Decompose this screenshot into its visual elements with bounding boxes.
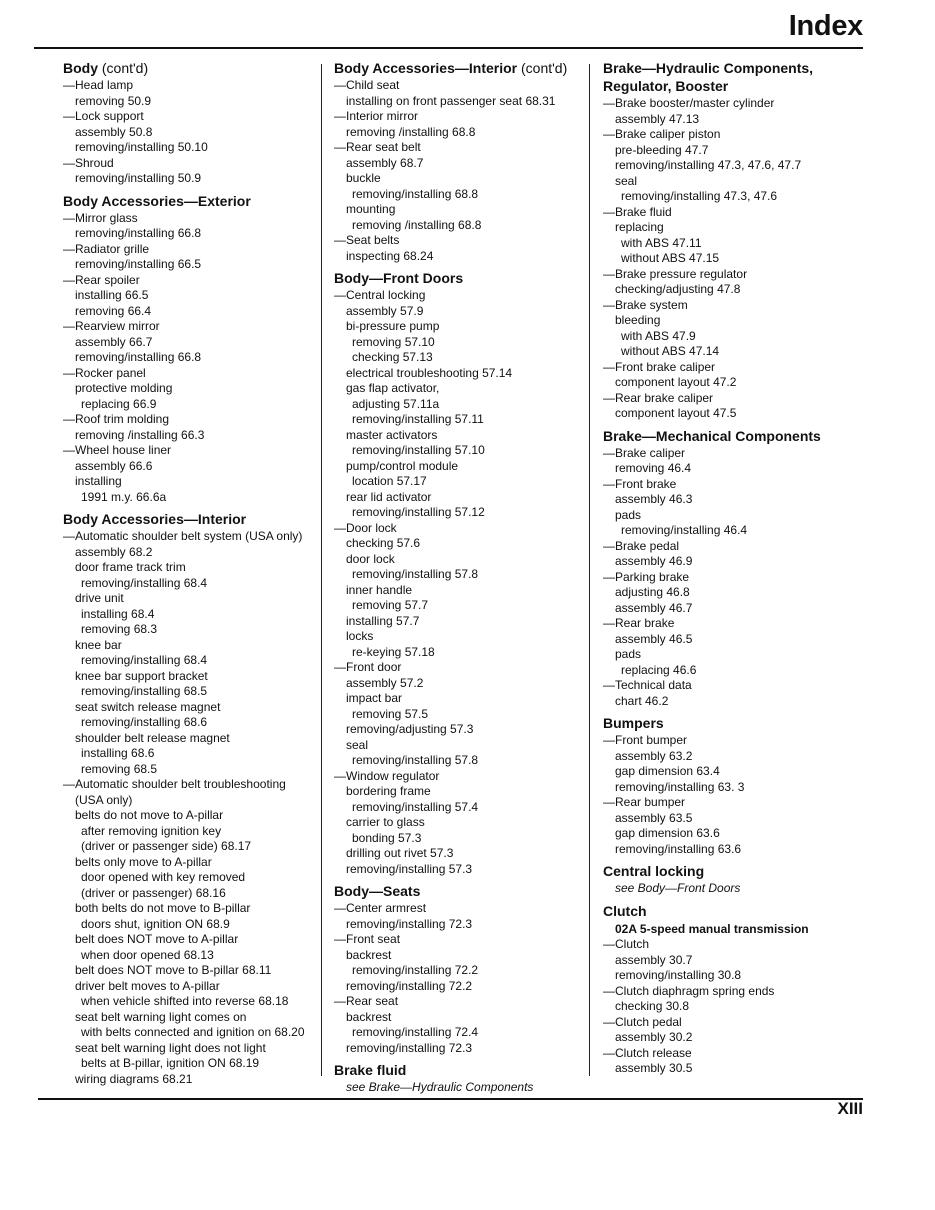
index-entry: —Window regulator <box>334 768 440 783</box>
index-entry: electrical troubleshooting 57.14 <box>346 365 513 380</box>
index-entry: —Front bumper <box>603 733 688 747</box>
index-entry: removing/installing 66.8 <box>75 350 202 364</box>
index-entry: —Rear spoiler <box>63 272 140 287</box>
index-heading <box>603 78 863 95</box>
index-entry: removing/installing 68.6 <box>81 715 208 729</box>
index-entry: without ABS 47.15 <box>621 251 720 265</box>
index-entry: —Brake caliper <box>603 445 686 460</box>
index-entry: seat switch release magnet <box>75 699 221 714</box>
index-entry: assembly 63.5 <box>615 810 693 825</box>
index-entry: assembly 68.2 <box>75 544 153 559</box>
index-heading-text: Body Accessories—Exterior <box>63 192 251 209</box>
index-subheading: 02A 5-speed manual transmission <box>615 921 809 936</box>
index-entry: —Center armrest <box>334 901 427 915</box>
index-heading <box>63 511 319 528</box>
index-entry: —Interior mirror <box>334 109 419 123</box>
index-heading-text: Clutch <box>603 902 647 919</box>
index-entry: knee bar <box>75 637 122 652</box>
index-entry: removing/installing 57.8 <box>352 753 479 767</box>
index-entry: master activators <box>346 427 438 442</box>
index-entry: inspecting 68.24 <box>346 248 434 263</box>
index-entry: —Clutch pedal <box>603 1014 682 1029</box>
index-entry: belts only move to A-pillar <box>75 854 212 869</box>
index-entry: —Clutch <box>603 937 650 951</box>
index-heading <box>603 60 863 77</box>
index-heading <box>334 60 586 77</box>
index-entry: assembly 63.2 <box>615 748 693 763</box>
index-entry: —Rearview mirror <box>63 319 160 333</box>
index-entry: seat belt warning light comes on <box>75 1009 247 1024</box>
index-entry: when door opened 68.13 <box>81 947 214 962</box>
index-entry: —Technical data <box>603 678 692 692</box>
index-entry: component layout 47.5 <box>615 406 737 420</box>
index-entry: —Head lamp <box>63 78 134 92</box>
index-heading-text: Brake—Hydraulic Components, <box>603 60 814 76</box>
index-entry: removing/installing 50.9 <box>75 171 202 185</box>
index-entry: —Clutch diaphragm spring ends <box>603 983 775 998</box>
index-entry: removing/installing 72.2 <box>352 963 479 977</box>
index-entry: removing 57.7 <box>352 598 429 612</box>
index-entry: assembly 47.13 <box>615 111 700 126</box>
index-entry: removing 66.4 <box>75 303 152 318</box>
index-entry: removing/installing 66.5 <box>75 257 202 271</box>
index-entry: assembly 30.5 <box>615 1061 693 1075</box>
index-entry: removing/installing 57.11 <box>352 412 484 426</box>
index-heading-text: Body Accessories—Interior <box>63 511 247 527</box>
index-entry: assembly 46.5 <box>615 631 693 646</box>
index-entry: —Mirror glass <box>63 210 138 225</box>
index-entry: —Rear seat belt <box>334 140 421 154</box>
index-entry: —Radiator grille <box>63 241 150 256</box>
index-entry: removing/installing 63. 3 <box>615 779 745 794</box>
index-entry: assembly 46.7 <box>615 600 693 615</box>
index-entry: —Lock support <box>63 109 144 123</box>
index-entry: checking/adjusting 47.8 <box>615 282 741 296</box>
index-entry: removing 46.4 <box>615 461 692 475</box>
index-entry: assembly 46.9 <box>615 554 693 568</box>
index-entry: door opened with key removed <box>81 870 246 884</box>
index-entry: (driver or passenger) 68.16 <box>81 885 226 900</box>
index-entry: with ABS 47.9 <box>621 328 696 343</box>
index-entry: removing/installing 47.3, 47.6 <box>621 189 778 203</box>
index-heading-text: Body—Seats <box>334 883 421 899</box>
index-entry: seal <box>346 737 369 752</box>
index-entry: —Shroud <box>63 155 114 170</box>
index-entry: removing /installing 66.3 <box>75 427 205 442</box>
index-entry: carrier to glass <box>346 815 425 829</box>
index-entry: removing 57.10 <box>352 334 435 349</box>
index-entry: removing /installing 68.8 <box>352 217 482 232</box>
cross-reference: see Body—Front Doors <box>615 881 741 895</box>
index-entry: removing/installing 72.2 <box>346 978 473 993</box>
index-heading <box>603 428 863 445</box>
index-entry: buckle <box>346 171 381 185</box>
index-entry: assembly 68.7 <box>346 155 424 170</box>
index-entry: adjusting 57.11a <box>352 396 440 411</box>
index-entry: impact bar <box>346 691 403 705</box>
index-entry: —Parking brake <box>603 569 690 584</box>
index-entry: checking 57.13 <box>352 350 433 364</box>
index-entry: —Brake fluid <box>603 204 672 219</box>
continued-label: (cont'd) <box>98 60 149 76</box>
index-entry: —Front door <box>334 660 402 674</box>
index-entry: protective molding <box>75 381 173 395</box>
index-entry: —Clutch release <box>603 1045 692 1060</box>
index-entry: —Brake system <box>603 297 688 312</box>
index-entry: drilling out rivet 57.3 <box>346 846 454 860</box>
index-entry: assembly 30.2 <box>615 1030 693 1044</box>
index-entry: installing on front passenger seat 68.31 <box>346 93 556 108</box>
index-entry: door lock <box>346 551 395 566</box>
index-entry: with belts connected and ignition on 68.20 <box>81 1025 305 1039</box>
index-entry: removing/installing 47.3, 47.6, 47.7 <box>615 158 802 172</box>
index-entry: installing 68.6 <box>81 746 155 760</box>
index-entry: component layout 47.2 <box>615 375 737 389</box>
bottom-rule <box>38 1098 863 1100</box>
index-entry: removing /installing 68.8 <box>346 124 476 139</box>
index-entry: re-keying 57.18 <box>352 644 435 659</box>
index-entry: removing/installing 63.6 <box>615 841 742 856</box>
index-entry: (USA only) <box>75 792 133 807</box>
continued-label: (cont'd) <box>517 60 568 76</box>
index-entry: assembly 57.2 <box>346 675 424 690</box>
index-entry: removing/installing 68.5 <box>81 684 208 698</box>
index-entry: both belts do not move to B-pillar <box>75 901 251 915</box>
index-entry: removing/installing 68.8 <box>352 186 479 201</box>
index-entry: wiring diagrams 68.21 <box>75 1071 193 1086</box>
index-entry: removing/installing 46.4 <box>621 523 748 537</box>
index-entry: —Front seat <box>334 932 401 946</box>
index-column-1 <box>63 58 319 1087</box>
index-entry: —Child seat <box>334 78 400 92</box>
index-heading <box>63 60 319 77</box>
index-entry: when vehicle shifted into reverse 68.18 <box>81 994 289 1008</box>
index-entry: removing/installing 72.4 <box>352 1025 479 1039</box>
index-entry: —Seat belts <box>334 233 400 247</box>
index-entry: seat belt warning light does not light <box>75 1040 266 1055</box>
index-entry: adjusting 46.8 <box>615 585 690 599</box>
index-entry: removing 50.9 <box>75 93 152 108</box>
index-entry: doors shut, ignition ON 68.9 <box>81 916 230 931</box>
index-entry: —Brake booster/master cylinder <box>603 96 775 110</box>
index-heading-text: Body Accessories—Interior <box>334 60 518 76</box>
index-entry: seal <box>615 173 638 188</box>
index-entry: —Brake pedal <box>603 538 680 553</box>
index-entry: with ABS 47.11 <box>621 235 702 250</box>
index-entry: —Rocker panel <box>63 365 146 380</box>
index-entry: assembly 46.3 <box>615 492 693 506</box>
column-divider <box>589 64 590 1076</box>
index-heading <box>603 715 863 732</box>
index-entry: removing/installing 57.8 <box>352 567 479 581</box>
index-entry: pump/control module <box>346 458 459 473</box>
index-entry: removing/installing 57.10 <box>352 443 485 457</box>
top-rule <box>34 47 863 49</box>
index-entry: chart 46.2 <box>615 693 669 708</box>
index-entry: checking 30.8 <box>615 999 690 1013</box>
index-entry: bi-pressure pump <box>346 319 440 333</box>
index-heading-text: Brake fluid <box>334 1062 407 1078</box>
index-entry: belts at B-pillar, ignition ON 68.19 <box>81 1056 260 1070</box>
index-entry: pre-bleeding 47.7 <box>615 142 709 157</box>
index-entry: replacing <box>615 220 664 234</box>
index-heading <box>334 1062 586 1079</box>
index-entry: removing/adjusting 57.3 <box>346 722 474 736</box>
index-entry: belt does NOT move to A-pillar <box>75 932 239 946</box>
index-heading-text: Central locking <box>603 863 705 879</box>
index-entry: gap dimension 63.4 <box>615 764 720 778</box>
index-entry: bordering frame <box>346 784 431 798</box>
index-entry: installing 66.5 <box>75 288 149 302</box>
index-entry: after removing ignition key <box>81 823 222 838</box>
index-entry: removing 68.5 <box>81 761 158 776</box>
index-heading-text: Body <box>63 60 98 76</box>
index-entry: replacing 66.9 <box>81 396 157 411</box>
index-entry: rear lid activator <box>346 489 432 504</box>
index-column-3 <box>603 58 863 1077</box>
index-entry: installing 57.7 <box>346 613 420 628</box>
index-entry: (driver or passenger side) 68.17 <box>81 839 252 853</box>
index-entry: removing/installing 68.4 <box>81 653 208 667</box>
index-entry: removing/installing 30.8 <box>615 968 742 982</box>
index-entry: removing/installing 57.12 <box>352 505 485 519</box>
page-number: XIII <box>837 1099 863 1118</box>
index-entry: removing/installing 50.10 <box>75 140 208 154</box>
index-heading <box>603 903 863 920</box>
index-entry: removing/installing 57.3 <box>346 861 473 876</box>
index-heading-text: Regulator, Booster <box>603 78 729 94</box>
page-title: Index <box>788 10 863 42</box>
index-entry: pads <box>615 507 642 522</box>
index-entry: removing/installing 68.4 <box>81 575 208 590</box>
index-entry: —Automatic shoulder belt troubleshooting <box>63 777 286 791</box>
index-entry: removing/installing 72.3 <box>346 1040 473 1055</box>
cross-reference: see Brake—Hydraulic Components <box>346 1080 534 1094</box>
index-entry: belts do not move to A-pillar <box>75 808 224 822</box>
index-entry: installing <box>75 474 122 488</box>
index-entry: knee bar support bracket <box>75 668 208 683</box>
index-entry: locks <box>346 629 374 643</box>
index-entry: assembly 57.9 <box>346 303 424 318</box>
index-column-2 <box>334 58 586 1096</box>
index-entry: backrest <box>346 947 392 962</box>
index-entry: shoulder belt release magnet <box>75 730 230 745</box>
index-heading <box>603 863 863 880</box>
index-entry: —Rear seat <box>334 994 399 1008</box>
index-entry: removing/installing 72.3 <box>346 916 473 931</box>
index-entry: 1991 m.y. 66.6a <box>81 489 167 504</box>
index-heading-text: Body—Front Doors <box>334 270 464 286</box>
column-divider <box>321 64 322 1076</box>
index-entry: removing/installing 57.4 <box>352 799 479 814</box>
index-entry: assembly 66.6 <box>75 458 153 473</box>
index-entry: removing/installing 66.8 <box>75 226 202 240</box>
index-entry: —Rear bumper <box>603 795 686 809</box>
index-entry: mounting <box>346 202 396 216</box>
index-entry: —Brake caliper piston <box>603 127 721 141</box>
index-entry: backrest <box>346 1009 392 1024</box>
index-entry: —Wheel house liner <box>63 443 172 457</box>
index-entry: removing 57.5 <box>352 706 429 721</box>
index-entry: —Front brake <box>603 476 677 491</box>
index-entry: replacing 46.6 <box>621 662 697 677</box>
index-entry: pads <box>615 647 642 661</box>
index-entry: —Front brake caliper <box>603 359 716 374</box>
index-entry: assembly 66.7 <box>75 334 153 349</box>
index-heading-text: Bumpers <box>603 715 664 731</box>
index-entry: —Roof trim molding <box>63 412 170 426</box>
index-entry: removing 68.3 <box>81 622 158 636</box>
index-entry: belt does NOT move to B-pillar 68.11 <box>75 963 272 977</box>
index-entry: bleeding <box>615 313 661 327</box>
index-entry: —Brake pressure regulator <box>603 266 748 281</box>
index-entry: —Rear brake caliper <box>603 390 714 405</box>
index-entry: —Automatic shoulder belt system (USA only) <box>63 529 303 543</box>
index-entry: —Rear brake <box>603 616 675 630</box>
index-entry: gap dimension 63.6 <box>615 826 720 840</box>
index-entry: assembly 50.8 <box>75 124 153 139</box>
index-entry: driver belt moves to A-pillar <box>75 978 220 993</box>
index-entry: checking 57.6 <box>346 536 421 550</box>
index-entry: without ABS 47.14 <box>621 344 720 358</box>
index-heading <box>334 270 586 287</box>
index-entry: drive unit <box>75 591 124 605</box>
index-heading <box>63 193 319 210</box>
index-heading <box>334 883 586 900</box>
index-entry: gas flap activator, <box>346 381 440 395</box>
index-entry: location 57.17 <box>352 474 427 488</box>
index-entry: bonding 57.3 <box>352 830 422 845</box>
index-entry: installing 68.4 <box>81 606 155 621</box>
index-entry: —Door lock <box>334 520 397 535</box>
index-heading-text: Brake—Mechanical Components <box>603 427 821 444</box>
index-entry: door frame track trim <box>75 560 186 574</box>
index-entry: —Central locking <box>334 288 426 302</box>
index-entry: assembly 30.7 <box>615 952 693 967</box>
index-entry: inner handle <box>346 582 413 597</box>
